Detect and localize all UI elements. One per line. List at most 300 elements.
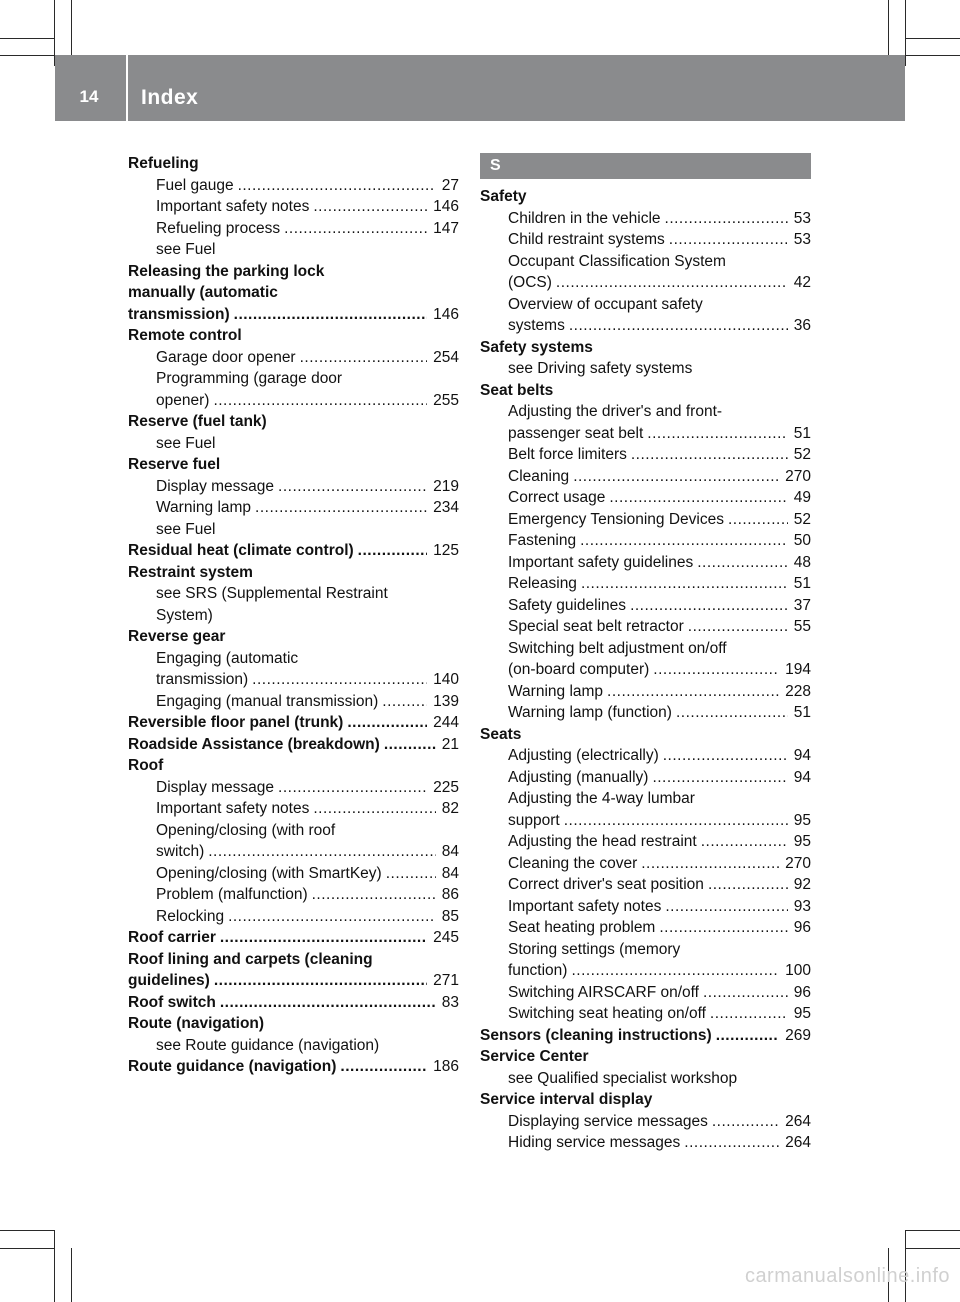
page-reference[interactable]: 82 xyxy=(441,800,459,817)
entry-text: Opening/closing (with SmartKey) xyxy=(156,864,382,882)
entry-text: Important safety guidelines xyxy=(508,553,694,571)
entry-text: manually (automatic xyxy=(128,284,278,301)
entry-text: Opening/closing (with roof xyxy=(156,821,336,839)
index-subentry xyxy=(480,1111,811,1133)
index-subentry xyxy=(128,648,459,670)
watermark: carmanualsonline.info xyxy=(744,1265,950,1287)
entry-text: see Qualified specialist workshop xyxy=(508,1069,738,1087)
entry-text: Switching belt adjustment on/off xyxy=(508,639,727,657)
index-entry xyxy=(480,724,811,746)
dot-leader xyxy=(214,970,427,992)
entry-text: Emergency Tensioning Devices xyxy=(508,510,724,528)
dot-leader xyxy=(347,712,427,734)
index-entry xyxy=(128,712,459,734)
page-reference[interactable]: 53 xyxy=(793,209,811,227)
crop-mark xyxy=(0,1248,54,1249)
dot-leader xyxy=(228,906,436,928)
page-reference[interactable]: 194 xyxy=(785,661,811,678)
dot-leader xyxy=(234,304,427,326)
index-subentry xyxy=(480,788,811,810)
page-reference[interactable]: 270 xyxy=(785,467,811,485)
index-subentry xyxy=(128,347,459,369)
index-subentry xyxy=(480,358,811,380)
dot-leader xyxy=(653,659,779,681)
dot-leader xyxy=(313,196,427,218)
index-subentry xyxy=(128,841,459,863)
index-subentry xyxy=(480,767,811,789)
page-reference[interactable]: 51 xyxy=(793,575,811,592)
page-reference[interactable]: 140 xyxy=(433,671,459,688)
dot-leader xyxy=(703,982,788,1004)
index-subentry xyxy=(480,208,811,230)
dot-leader xyxy=(556,272,788,294)
page-reference[interactable]: 139 xyxy=(433,692,459,710)
entry-text: Seats xyxy=(480,725,522,743)
entry-text: Roadside Assistance (breakdown) xyxy=(128,735,380,753)
index-subentry xyxy=(480,509,811,531)
entry-text: Display message xyxy=(156,477,275,495)
page-reference[interactable]: 21 xyxy=(441,735,459,753)
entry-text: Adjusting the driver's and front- xyxy=(508,403,723,420)
index-subentry xyxy=(480,917,811,939)
dot-leader xyxy=(220,992,436,1014)
entry-text: Reserve (fuel tank) xyxy=(128,413,267,430)
entry-text: Occupant Classification System xyxy=(508,252,726,270)
index-subentry xyxy=(128,390,459,412)
index-subentry xyxy=(480,681,811,703)
dot-leader xyxy=(652,767,787,789)
index-entry xyxy=(128,970,459,992)
index-subentry xyxy=(128,906,459,928)
index-entry xyxy=(128,1013,459,1035)
entry-text: System) xyxy=(156,606,213,624)
index-entry xyxy=(480,1025,811,1047)
index-subentry xyxy=(480,315,811,337)
page-reference[interactable]: 94 xyxy=(793,768,811,786)
page-reference[interactable]: 146 xyxy=(433,305,459,323)
page-reference[interactable]: 245 xyxy=(433,929,459,946)
page-reference[interactable]: 36 xyxy=(793,317,811,334)
index-entry xyxy=(128,261,459,283)
dot-leader xyxy=(630,595,788,617)
dot-leader xyxy=(631,444,788,466)
index-entry xyxy=(128,454,459,476)
page-reference[interactable]: 186 xyxy=(433,1058,459,1075)
entry-text: Programming (garage door xyxy=(156,370,343,387)
page-reference[interactable]: 269 xyxy=(785,1026,811,1044)
crop-mark xyxy=(888,0,889,55)
index-entry xyxy=(128,411,459,433)
entry-text: Roof lining and carpets (cleaning xyxy=(128,950,373,968)
index-subentry xyxy=(480,595,811,617)
index-subentry xyxy=(480,466,811,488)
page-reference[interactable]: 94 xyxy=(793,747,811,764)
index-subentry xyxy=(480,638,811,660)
entry-text: Displaying service messages xyxy=(508,1112,708,1130)
entry-text: Important safety notes xyxy=(508,897,662,915)
entry-text: (on-board computer) xyxy=(508,661,650,678)
entry-text: Refueling xyxy=(128,155,199,172)
entry-text: Adjusting the head restraint xyxy=(508,833,697,850)
entry-text: Adjusting the 4-way lumbar xyxy=(508,790,695,807)
index-entry xyxy=(128,949,459,971)
index-subentry xyxy=(128,218,459,240)
dot-leader xyxy=(688,616,788,638)
page-reference[interactable]: 95 xyxy=(793,811,811,829)
dot-leader xyxy=(220,927,427,949)
dot-leader xyxy=(665,208,788,230)
dot-leader xyxy=(580,530,788,552)
entry-text: Route (navigation) xyxy=(128,1015,265,1032)
dot-leader xyxy=(384,734,436,756)
index-subentry xyxy=(128,605,459,627)
crop-mark xyxy=(71,1248,72,1302)
page-reference[interactable]: 83 xyxy=(441,993,459,1011)
index-subentry xyxy=(480,1132,811,1154)
entry-text: Switching AIRSCARF on/off xyxy=(508,983,699,1001)
entry-text: Children in the vehicle xyxy=(508,209,661,227)
entry-text: systems xyxy=(508,317,565,334)
page-reference[interactable]: 234 xyxy=(433,499,459,516)
entry-text: Seat belts xyxy=(480,381,554,399)
page-reference[interactable]: 125 xyxy=(433,542,459,559)
page-reference[interactable]: 86 xyxy=(441,886,459,903)
index-entry xyxy=(128,1056,459,1078)
entry-text: Roof xyxy=(128,757,164,774)
dot-leader xyxy=(665,896,787,918)
page-reference[interactable]: 264 xyxy=(785,1134,811,1151)
index-subentry xyxy=(480,616,811,638)
entry-text: Warning lamp (function) xyxy=(508,704,672,721)
dot-leader xyxy=(647,423,787,445)
dot-leader xyxy=(659,917,787,939)
index-entry xyxy=(128,992,459,1014)
index-subentry xyxy=(128,519,459,541)
dot-leader xyxy=(708,874,788,896)
index-entry xyxy=(480,1089,811,1111)
index-entry xyxy=(480,380,811,402)
page-reference[interactable]: 100 xyxy=(785,962,811,979)
dot-leader xyxy=(252,669,427,691)
index-subentry xyxy=(480,573,811,595)
page-title: Index xyxy=(141,86,199,109)
page-reference[interactable]: 84 xyxy=(441,864,459,882)
index-subentry xyxy=(480,831,811,853)
index-subentry xyxy=(480,896,811,918)
entry-text: Warning lamp xyxy=(156,499,252,516)
entry-text: Reserve fuel xyxy=(128,456,221,473)
dot-leader xyxy=(663,745,788,767)
index-column-right xyxy=(480,153,811,1154)
entry-text: Correct driver's seat position xyxy=(508,876,704,893)
entry-text: Important safety notes xyxy=(156,800,310,817)
page-reference[interactable]: 84 xyxy=(441,843,459,860)
dot-leader xyxy=(278,777,427,799)
entry-text: Reverse gear xyxy=(128,628,226,645)
entry-text: Roof carrier xyxy=(128,929,216,946)
page-reference[interactable]: 228 xyxy=(785,682,811,700)
dot-leader xyxy=(716,1025,779,1047)
entry-text: Garage door opener xyxy=(156,348,296,366)
entry-text: Reversible floor panel (trunk) xyxy=(128,714,344,731)
crop-mark xyxy=(906,38,960,39)
entry-text: see Fuel xyxy=(156,241,216,258)
crop-mark xyxy=(905,0,906,66)
dot-leader xyxy=(255,497,427,519)
index-subentry xyxy=(480,272,811,294)
page-reference[interactable]: 85 xyxy=(441,907,459,925)
dot-leader xyxy=(382,691,427,713)
index-subentry xyxy=(128,497,459,519)
index-subentry xyxy=(128,820,459,842)
entry-text: opener) xyxy=(156,391,210,409)
dot-leader xyxy=(312,884,436,906)
page-header xyxy=(55,55,905,121)
page-reference[interactable]: 52 xyxy=(793,446,811,463)
page-reference[interactable]: 93 xyxy=(793,897,811,915)
entry-text: Relocking xyxy=(156,907,225,925)
index-entry xyxy=(480,1046,811,1068)
entry-text: Restraint system xyxy=(128,563,253,581)
page-reference[interactable]: 95 xyxy=(793,833,811,850)
dot-leader xyxy=(573,466,779,488)
index-entry xyxy=(128,626,459,648)
index-subentry xyxy=(480,810,811,832)
index-subentry xyxy=(128,433,459,455)
index-subentry xyxy=(480,960,811,982)
index-column-left xyxy=(128,153,459,1078)
dot-leader xyxy=(213,390,427,412)
entry-text: Residual heat (climate control) xyxy=(128,542,354,559)
entry-text: Fastening xyxy=(508,532,577,549)
entry-text: Child restraint systems xyxy=(508,231,665,248)
page-reference[interactable]: 27 xyxy=(441,176,459,194)
index-subentry xyxy=(480,982,811,1004)
dot-leader xyxy=(340,1056,427,1078)
index-subentry xyxy=(480,874,811,896)
section-letter-header: S xyxy=(480,153,811,179)
index-entry xyxy=(128,734,459,756)
entry-text: Overview of occupant safety xyxy=(508,295,703,313)
page-reference[interactable]: 95 xyxy=(793,1005,811,1022)
entry-text: see Driving safety systems xyxy=(508,360,693,377)
dot-leader xyxy=(676,702,788,724)
page-reference[interactable]: 264 xyxy=(785,1112,811,1130)
crop-mark xyxy=(54,1230,55,1302)
entry-text: Correct usage xyxy=(508,489,606,506)
index-entry xyxy=(128,304,459,326)
page-reference[interactable]: 37 xyxy=(793,596,811,614)
index-entry xyxy=(128,927,459,949)
entry-text: Roof switch xyxy=(128,993,216,1011)
entry-text: Sensors (cleaning instructions) xyxy=(480,1026,712,1044)
dot-leader xyxy=(284,218,427,240)
index-subentry xyxy=(128,476,459,498)
index-subentry xyxy=(128,1035,459,1057)
entry-text: transmission) xyxy=(156,671,249,688)
entry-text: Safety xyxy=(480,188,527,205)
index-entries-right xyxy=(480,186,811,1154)
index-subentry xyxy=(480,939,811,961)
page-reference[interactable]: 96 xyxy=(793,919,811,936)
entry-text: Engaging (automatic xyxy=(156,649,299,667)
page-reference[interactable]: 53 xyxy=(793,231,811,248)
dot-leader xyxy=(712,1111,779,1133)
page-number: 14 xyxy=(79,87,99,106)
dot-leader xyxy=(607,681,779,703)
index-subentry xyxy=(128,884,459,906)
index-entry xyxy=(480,337,811,359)
crop-mark xyxy=(0,38,54,39)
entry-text: Releasing xyxy=(508,575,577,592)
entry-text: see Fuel xyxy=(156,434,216,452)
page-reference[interactable]: 42 xyxy=(793,274,811,291)
entry-text: Seat heating problem xyxy=(508,919,656,936)
dot-leader xyxy=(569,315,788,337)
entry-text: Refueling process xyxy=(156,219,281,237)
entry-text: Adjusting (electrically) xyxy=(508,747,659,764)
entry-text: passenger seat belt xyxy=(508,424,644,442)
page-reference[interactable]: 271 xyxy=(433,972,459,989)
index-subentry xyxy=(128,798,459,820)
index-subentry xyxy=(128,777,459,799)
entry-text: Cleaning xyxy=(508,467,570,485)
entry-text: transmission) xyxy=(128,305,230,323)
entry-text: Fuel gauge xyxy=(156,176,234,194)
index-entry xyxy=(128,282,459,304)
page-reference[interactable]: 254 xyxy=(433,348,459,366)
dot-leader xyxy=(386,863,436,885)
dot-leader xyxy=(358,540,427,562)
entry-text: Storing settings (memory xyxy=(508,940,681,958)
crop-mark xyxy=(0,1230,54,1231)
index-subentry xyxy=(128,175,459,197)
index-subentry xyxy=(128,669,459,691)
dot-leader xyxy=(697,552,788,574)
index-subentry xyxy=(480,401,811,423)
index-subentry xyxy=(128,691,459,713)
index-entry xyxy=(480,186,811,208)
page-reference[interactable]: 51 xyxy=(793,704,811,721)
entry-text: Service interval display xyxy=(480,1091,653,1108)
index-entry xyxy=(128,562,459,584)
dot-leader xyxy=(238,175,436,197)
index-subentry xyxy=(480,487,811,509)
index-subentry xyxy=(480,702,811,724)
page-reference[interactable]: 92 xyxy=(793,876,811,893)
crop-mark xyxy=(0,55,54,56)
index-subentry xyxy=(480,745,811,767)
page-reference[interactable]: 146 xyxy=(433,198,459,215)
entry-text: see SRS (Supplemental Restraint xyxy=(156,585,388,602)
dot-leader xyxy=(641,853,779,875)
crop-mark xyxy=(906,1230,960,1231)
crop-mark xyxy=(71,0,72,55)
index-subentry xyxy=(480,251,811,273)
entry-text: see Fuel xyxy=(156,520,216,538)
index-subentry xyxy=(128,368,459,390)
dot-leader xyxy=(581,573,788,595)
entry-text: Warning lamp xyxy=(508,682,604,700)
index-subentry xyxy=(480,1003,811,1025)
page-reference[interactable]: 270 xyxy=(785,854,811,872)
entry-text: support xyxy=(508,811,560,829)
dot-leader xyxy=(313,798,435,820)
entry-text: Cleaning the cover xyxy=(508,854,638,872)
entry-text: Remote control xyxy=(128,327,242,344)
index-subentry xyxy=(128,583,459,605)
page-reference[interactable]: 48 xyxy=(793,553,811,571)
entry-text: Safety guidelines xyxy=(508,596,627,614)
dot-leader xyxy=(609,487,787,509)
page-reference[interactable]: 147 xyxy=(433,219,459,237)
dot-leader xyxy=(571,960,779,982)
index-subentry xyxy=(480,853,811,875)
index-subentry xyxy=(480,229,811,251)
index-subentry xyxy=(128,196,459,218)
index-subentry xyxy=(480,552,811,574)
index-entry xyxy=(128,540,459,562)
entry-text: function) xyxy=(508,962,568,979)
index-entry xyxy=(128,755,459,777)
page-reference[interactable]: 219 xyxy=(433,477,459,495)
entry-text: Engaging (manual transmission) xyxy=(156,692,379,710)
page-reference[interactable]: 50 xyxy=(793,532,811,549)
entry-text: Belt force limiters xyxy=(508,446,627,463)
page-reference[interactable]: 55 xyxy=(793,618,811,635)
crop-mark xyxy=(906,55,960,56)
page-reference[interactable]: 225 xyxy=(433,778,459,796)
page-reference[interactable]: 49 xyxy=(793,489,811,506)
dot-leader xyxy=(300,347,428,369)
index-subentry xyxy=(480,294,811,316)
page-reference[interactable]: 52 xyxy=(793,510,811,528)
entry-text: (OCS) xyxy=(508,274,552,291)
dot-leader xyxy=(728,509,788,531)
index-subentry xyxy=(480,423,811,445)
crop-mark xyxy=(906,1248,960,1249)
index-subentry xyxy=(128,863,459,885)
entry-text: Switching seat heating on/off xyxy=(508,1005,706,1022)
page-reference[interactable]: 255 xyxy=(433,391,459,409)
entry-text: Service Center xyxy=(480,1048,589,1065)
dot-leader xyxy=(564,810,788,832)
entry-text: Problem (malfunction) xyxy=(156,886,308,903)
index-subentry xyxy=(480,444,811,466)
dot-leader xyxy=(669,229,788,251)
entry-text: Hiding service messages xyxy=(508,1134,681,1151)
dot-leader xyxy=(278,476,427,498)
index-entry xyxy=(128,325,459,347)
entry-text: Releasing the parking lock xyxy=(128,262,325,280)
index-entry xyxy=(128,153,459,175)
entry-text: guidelines) xyxy=(128,972,210,989)
dot-leader xyxy=(710,1003,788,1025)
header-divider xyxy=(126,55,128,121)
entry-text: Safety systems xyxy=(480,338,593,356)
entry-text: Route guidance (navigation) xyxy=(128,1058,337,1075)
index-subentry xyxy=(480,530,811,552)
page-reference[interactable]: 244 xyxy=(433,714,459,731)
page-reference[interactable]: 96 xyxy=(793,983,811,1001)
entry-text: switch) xyxy=(156,843,205,860)
page-reference[interactable]: 51 xyxy=(793,424,811,442)
index-subentry xyxy=(128,239,459,261)
entry-text: Adjusting (manually) xyxy=(508,768,649,786)
index-subentry xyxy=(480,659,811,681)
dot-leader xyxy=(701,831,788,853)
dot-leader xyxy=(684,1132,779,1154)
